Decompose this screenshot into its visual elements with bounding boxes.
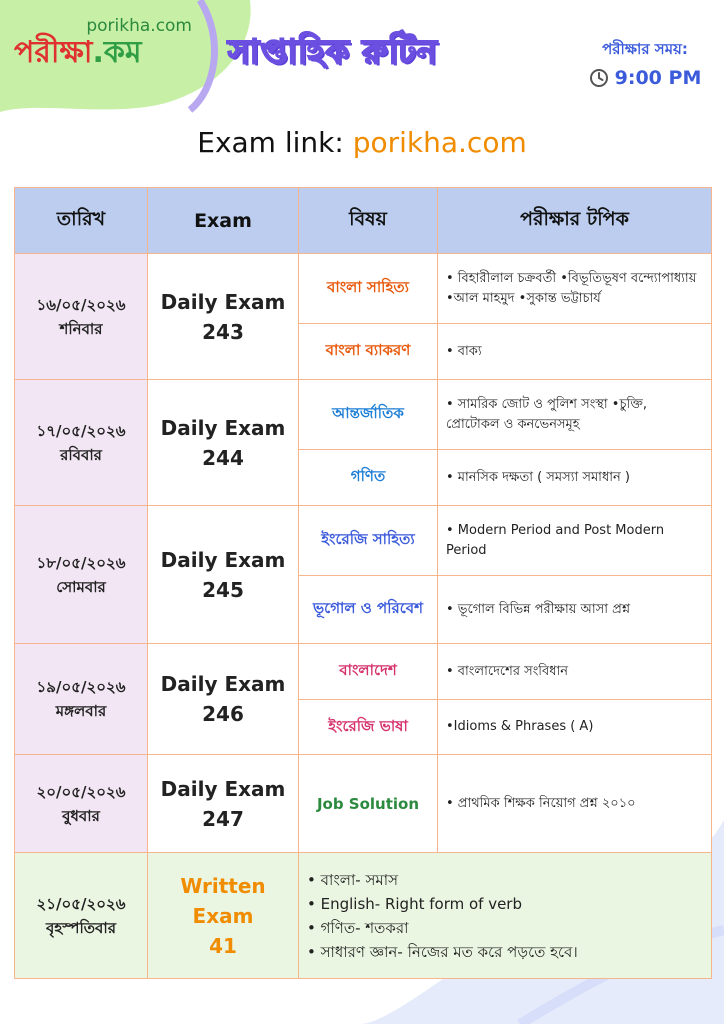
col-header-subject: বিষয় — [299, 188, 438, 254]
list-item: • English- Right form of verb — [307, 892, 703, 916]
col-header-topic: পরীক্ষার টপিক — [438, 188, 712, 254]
clock-icon — [589, 68, 609, 88]
table-row — [15, 755, 712, 853]
exam-cell: Daily Exam 244 — [148, 380, 299, 506]
table-row-written — [15, 853, 712, 979]
date-cell: ১৮/০৫/২০২৬ সোমবার — [15, 506, 148, 644]
topic-cell: • প্রাথমিক শিক্ষক নিয়োগ প্রশ্ন ২০১০ — [438, 755, 712, 853]
table-row — [15, 644, 712, 700]
topic-cell: • মানসিক দক্ষতা ( সমস্যা সমাধান ) — [438, 450, 712, 506]
exam-link — [0, 126, 724, 159]
date-cell: ২০/০৫/২০২৬ বুধবার — [15, 755, 148, 853]
logo-wordmark: পরীক্ষা.কম — [14, 35, 142, 70]
table-header-row — [15, 188, 712, 254]
logo-url: porikha.com — [86, 16, 192, 36]
date-cell: ১৭/০৫/২০২৬ রবিবার — [15, 380, 148, 506]
subject-cell: ইংরেজি সাহিত্য — [299, 506, 438, 576]
list-item: • বাংলা- সমাস — [307, 868, 703, 892]
exam-time-value: 9:00 PM — [580, 67, 710, 89]
exam-time — [580, 38, 710, 89]
date-cell: ২১/০৫/২০২৬ বৃহস্পতিবার — [15, 853, 148, 979]
list-item: • সাধারণ জ্ঞান- নিজের মত করে পড়তে হবে। — [307, 940, 703, 964]
topic-cell: • ভূগোল বিভিন্ন পরীক্ষায় আসা প্রশ্ন — [438, 576, 712, 644]
subject-cell: ইংরেজি ভাষা — [299, 700, 438, 755]
date-cell: ১৬/০৫/২০২৬ শনিবার — [15, 254, 148, 380]
exam-cell: Daily Exam 247 — [148, 755, 299, 853]
subject-cell: বাংলাদেশ — [299, 644, 438, 700]
logo — [14, 14, 214, 74]
subject-cell: বাংলা সাহিত্য — [299, 254, 438, 324]
subject-cell: Job Solution — [299, 755, 438, 853]
table-row — [15, 380, 712, 450]
page-title: সাপ্তাহিক রুটিন — [228, 32, 438, 71]
topic-cell: • বাক্য — [438, 324, 712, 380]
col-header-date: তারিখ — [15, 188, 148, 254]
exam-cell: Daily Exam 243 — [148, 254, 299, 380]
topic-cell: • বিহারীলাল চক্রবর্তী •বিভূতিভূষণ বন্দ্যোপাধ্যায় •আল মাহমুদ •সুকান্ত ভট্টাচার্য — [438, 254, 712, 324]
date-cell: ১৯/০৫/২০২৬ মঙ্গলবার — [15, 644, 148, 755]
topic-cell: • সামরিক জোট ও পুলিশ সংস্থা •চুক্তি, প্রোটোকল ও কনভেনসমূহ — [438, 380, 712, 450]
exam-link-label: Exam link: — [197, 126, 344, 159]
exam-cell: Daily Exam 246 — [148, 644, 299, 755]
subject-cell: ভূগোল ও পরিবেশ — [299, 576, 438, 644]
list-item: • গণিত- শতকরা — [307, 916, 703, 940]
exam-cell: Daily Exam 245 — [148, 506, 299, 644]
table-row — [15, 254, 712, 324]
topic-cell: • Modern Period and Post Modern Period — [438, 506, 712, 576]
routine-table — [14, 187, 712, 979]
subject-cell: আন্তর্জাতিক — [299, 380, 438, 450]
subject-cell: বাংলা ব্যাকরণ — [299, 324, 438, 380]
topic-cell: •Idioms & Phrases ( A) — [438, 700, 712, 755]
subject-cell: গণিত — [299, 450, 438, 506]
col-header-exam: Exam — [148, 188, 299, 254]
exam-time-label: পরীক্ষার সময়: — [602, 40, 688, 58]
table-row — [15, 506, 712, 576]
exam-link-url[interactable]: porikha.com — [352, 126, 527, 159]
written-topic-list — [307, 868, 703, 964]
topic-cell: • বাংলাদেশের সংবিধান — [438, 644, 712, 700]
exam-cell: Written Exam 41 — [148, 853, 299, 979]
written-topics-cell — [299, 853, 712, 979]
